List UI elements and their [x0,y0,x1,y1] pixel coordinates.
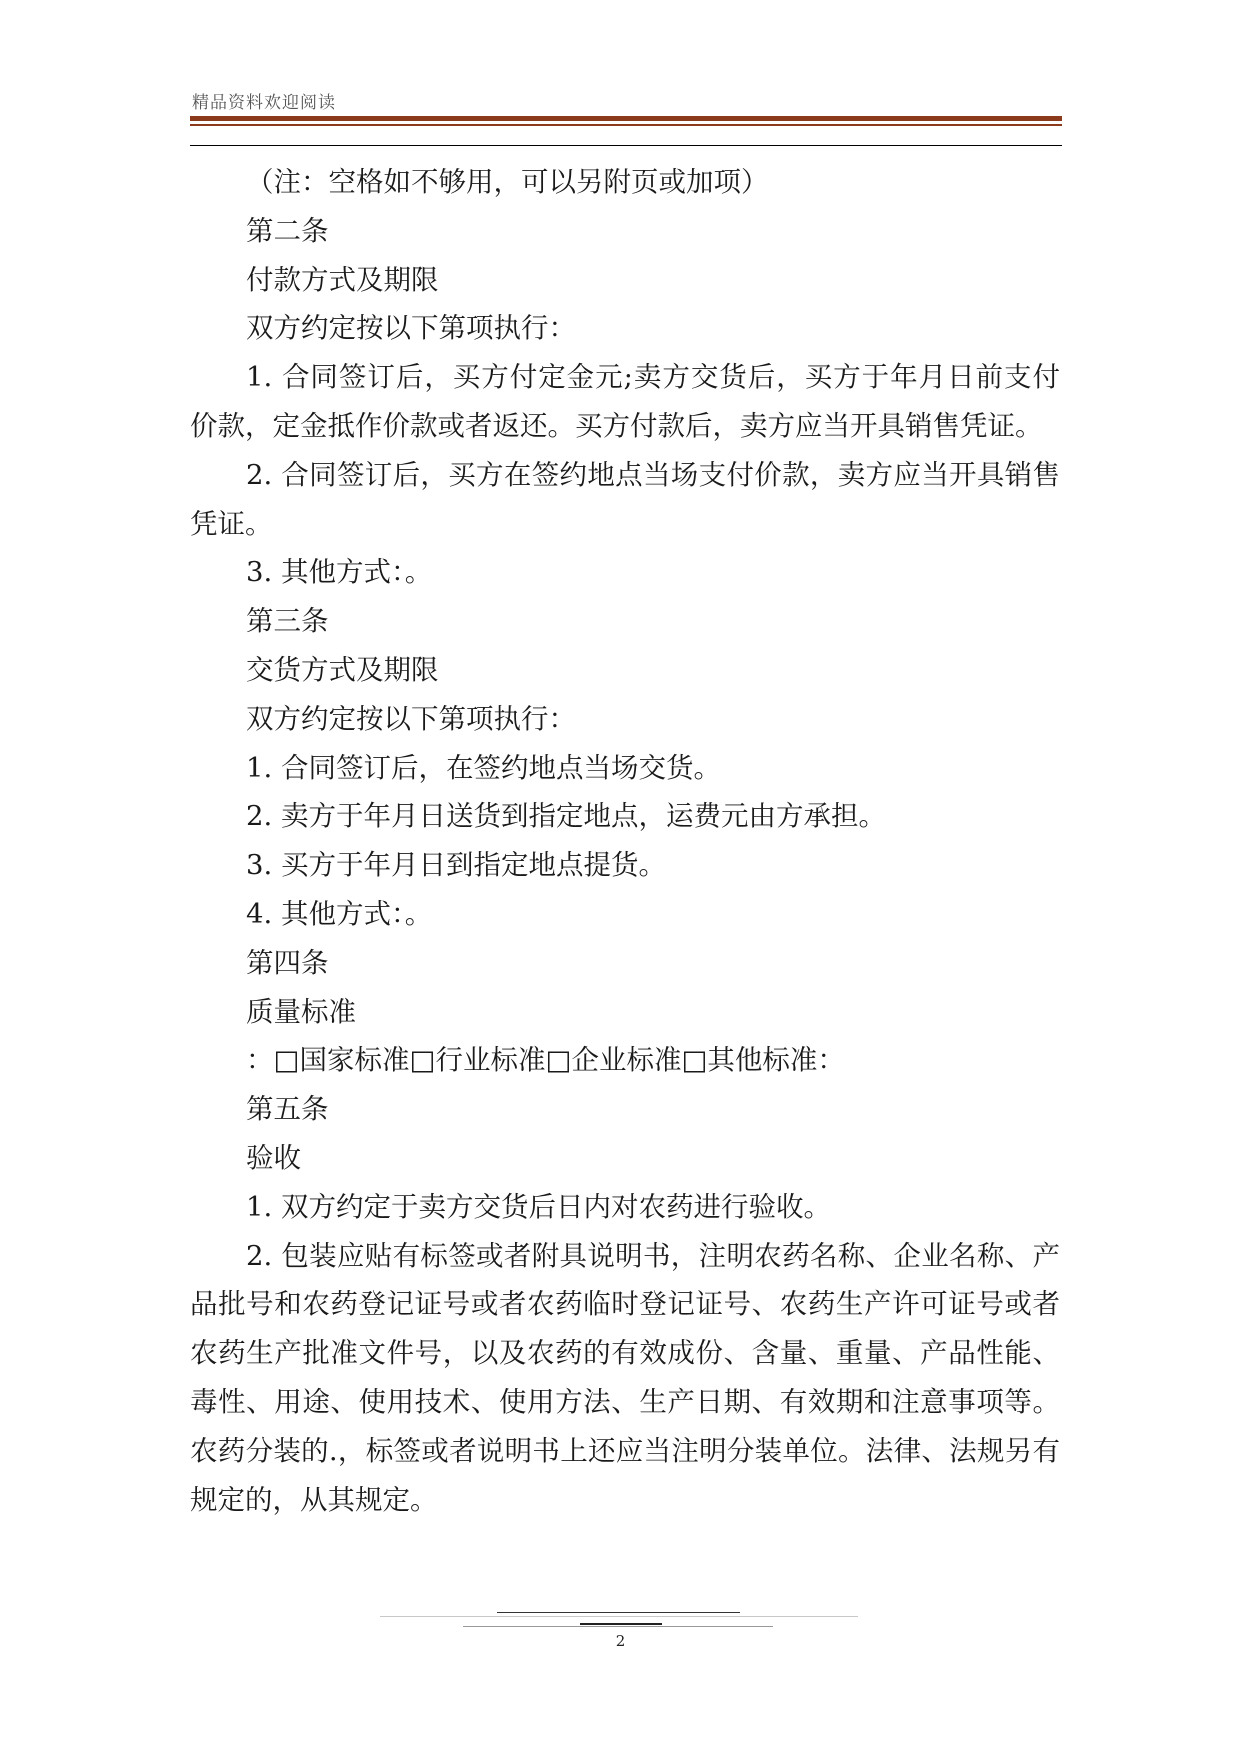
article-heading: 第三条 [246,605,329,638]
section-title: 付款方式及期限 [246,263,439,296]
paragraph: 双方约定按以下第项执行： [246,312,576,345]
paragraph: 双方约定按以下第项执行： [246,702,576,735]
paragraph-item: 2. 合同签订后，买方在签约地点当场支付价款，卖方应当开具销售凭证。 [190,458,1060,540]
section-title: 验收 [246,1141,301,1174]
paragraph-note: （注：空格如不够用，可以另附页或加项） [246,166,769,198]
page-header-title: 精品资料欢迎阅读 [192,93,336,113]
paragraph-item: 1. 双方约定于卖方交货后日内对农药进行验收。 [246,1190,831,1223]
footer-rule [380,1616,858,1617]
footer-rule [463,1626,773,1627]
document-body [190,158,1060,1524]
section-title: 质量标准 [246,995,356,1028]
paragraph-item: 3. 其他方式：。 [246,556,433,589]
paragraph-item: 4. 其他方式：。 [246,897,433,930]
footer-rule [497,1612,740,1613]
article-heading: 第五条 [246,1093,329,1126]
header-rule-thick [190,116,1062,121]
footer-rule [580,1623,662,1625]
article-heading: 第二条 [246,214,329,247]
paragraph-item: 1. 合同签订后，买方付定金元;卖方交货后，买方于年月日前支付价款，定金抵作价款或者返还。买方付款后，卖方应当开具销售凭证。 [190,361,1060,442]
paragraph-standards: ：□国家标准□行业标准□企业标准□其他标准： [246,1044,845,1077]
header-rule-black [190,145,1062,146]
article-heading: 第四条 [246,946,329,979]
paragraph-item: 3. 买方于年月日到指定地点提货。 [246,849,666,882]
paragraph-item: 1. 合同签订后，在签约地点当场交货。 [246,751,721,784]
header-rule-thin [190,124,1062,126]
section-title: 交货方式及期限 [246,653,439,686]
paragraph-item: 2. 卖方于年月日送货到指定地点，运费元由方承担。 [246,800,886,833]
page-number: 2 [615,1632,626,1650]
paragraph-item: 2. 包装应贴有标签或者附具说明书，注明农药名称、企业名称、产品批号和农药登记证号或者农药临时登记证号、农药生产许可证号或者农药生产批准文件号，以及农药的有效成份、含量、重量、产品性能、毒性、用途、使用技术、使用方法、生产日期、有效期和注意事项等。农药分装的.，标签或者说明书上还应当注明分装单位。法律、法规另有规定的，从其规定。 [190,1239,1060,1516]
